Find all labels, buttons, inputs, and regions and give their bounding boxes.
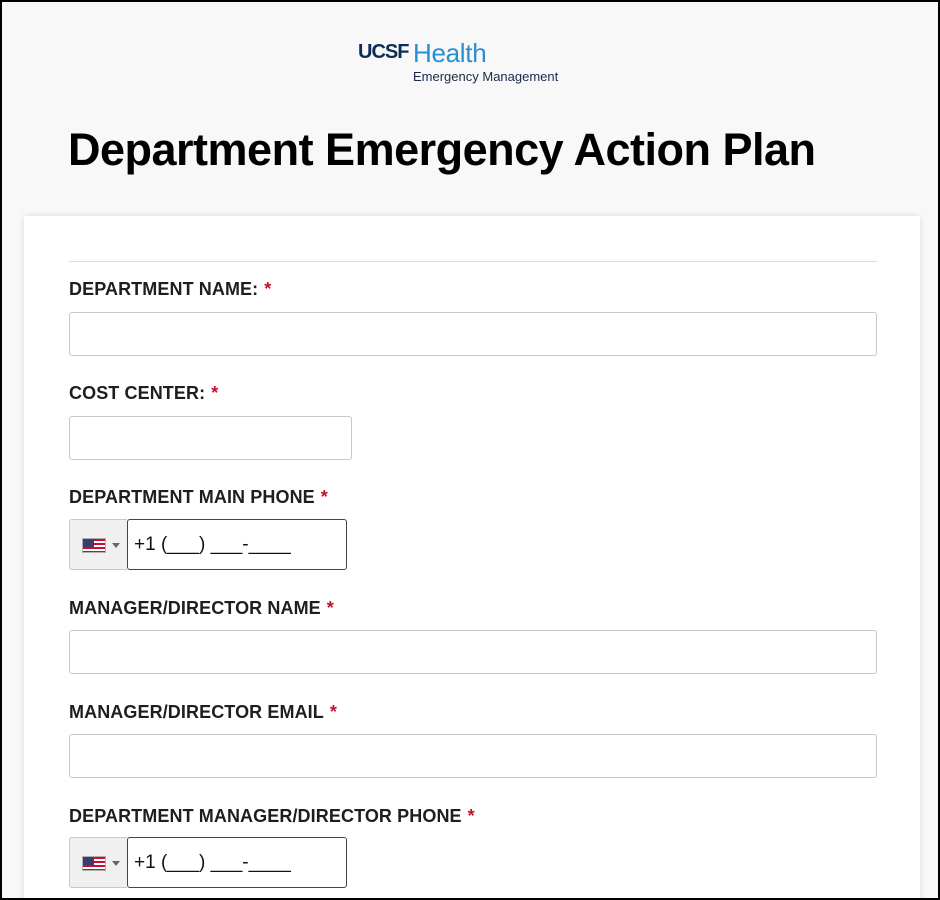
manager-director-email-label (69, 702, 337, 723)
ucsf-health-logo (358, 38, 598, 88)
department-manager-director-phone-label (69, 806, 475, 827)
us-flag-icon (82, 856, 106, 871)
department-manager-director-phone-label-text: DEPARTMENT MANAGER/DIRECTOR PHONE (69, 806, 462, 826)
required-marker: * (326, 598, 334, 618)
department-manager-director-phone-field (69, 837, 347, 888)
manager-director-email-input[interactable] (69, 734, 877, 778)
department-main-phone-label-text: DEPARTMENT MAIN PHONE (69, 487, 315, 507)
chevron-down-icon (112, 543, 120, 548)
country-select-button[interactable] (69, 519, 127, 570)
department-main-phone-label (69, 487, 328, 508)
required-marker: * (211, 383, 219, 403)
department-main-phone-input[interactable]: +1 (___) ___-____ (127, 519, 347, 570)
department-name-label (69, 279, 271, 300)
form-card (24, 216, 920, 900)
required-marker: * (264, 279, 272, 299)
department-main-phone-field (69, 519, 347, 570)
department-name-label-text: DEPARTMENT NAME: (69, 279, 259, 299)
chevron-down-icon (112, 861, 120, 866)
cost-center-label-text: COST CENTER: (69, 383, 206, 403)
cost-center-label (69, 383, 218, 404)
logo-health-text: Health (413, 38, 487, 68)
required-marker: * (320, 487, 328, 507)
department-manager-director-phone-input[interactable]: +1 (___) ___-____ (127, 837, 347, 888)
required-marker: * (329, 702, 337, 722)
department-name-input[interactable] (69, 312, 877, 356)
page-title: Department Emergency Action Plan (68, 124, 816, 175)
manager-director-name-label (69, 598, 334, 619)
manager-director-name-label-text: MANAGER/DIRECTOR NAME (69, 598, 321, 618)
us-flag-icon (82, 538, 106, 553)
divider (69, 261, 877, 262)
cost-center-input[interactable] (69, 416, 352, 460)
logo-subtitle: Emergency Management (413, 69, 559, 84)
manager-director-name-input[interactable] (69, 630, 877, 674)
country-select-button[interactable] (69, 837, 127, 888)
required-marker: * (467, 806, 475, 826)
manager-director-email-label-text: MANAGER/DIRECTOR EMAIL (69, 702, 324, 722)
logo-ucsf-text: UCSF (358, 41, 409, 63)
